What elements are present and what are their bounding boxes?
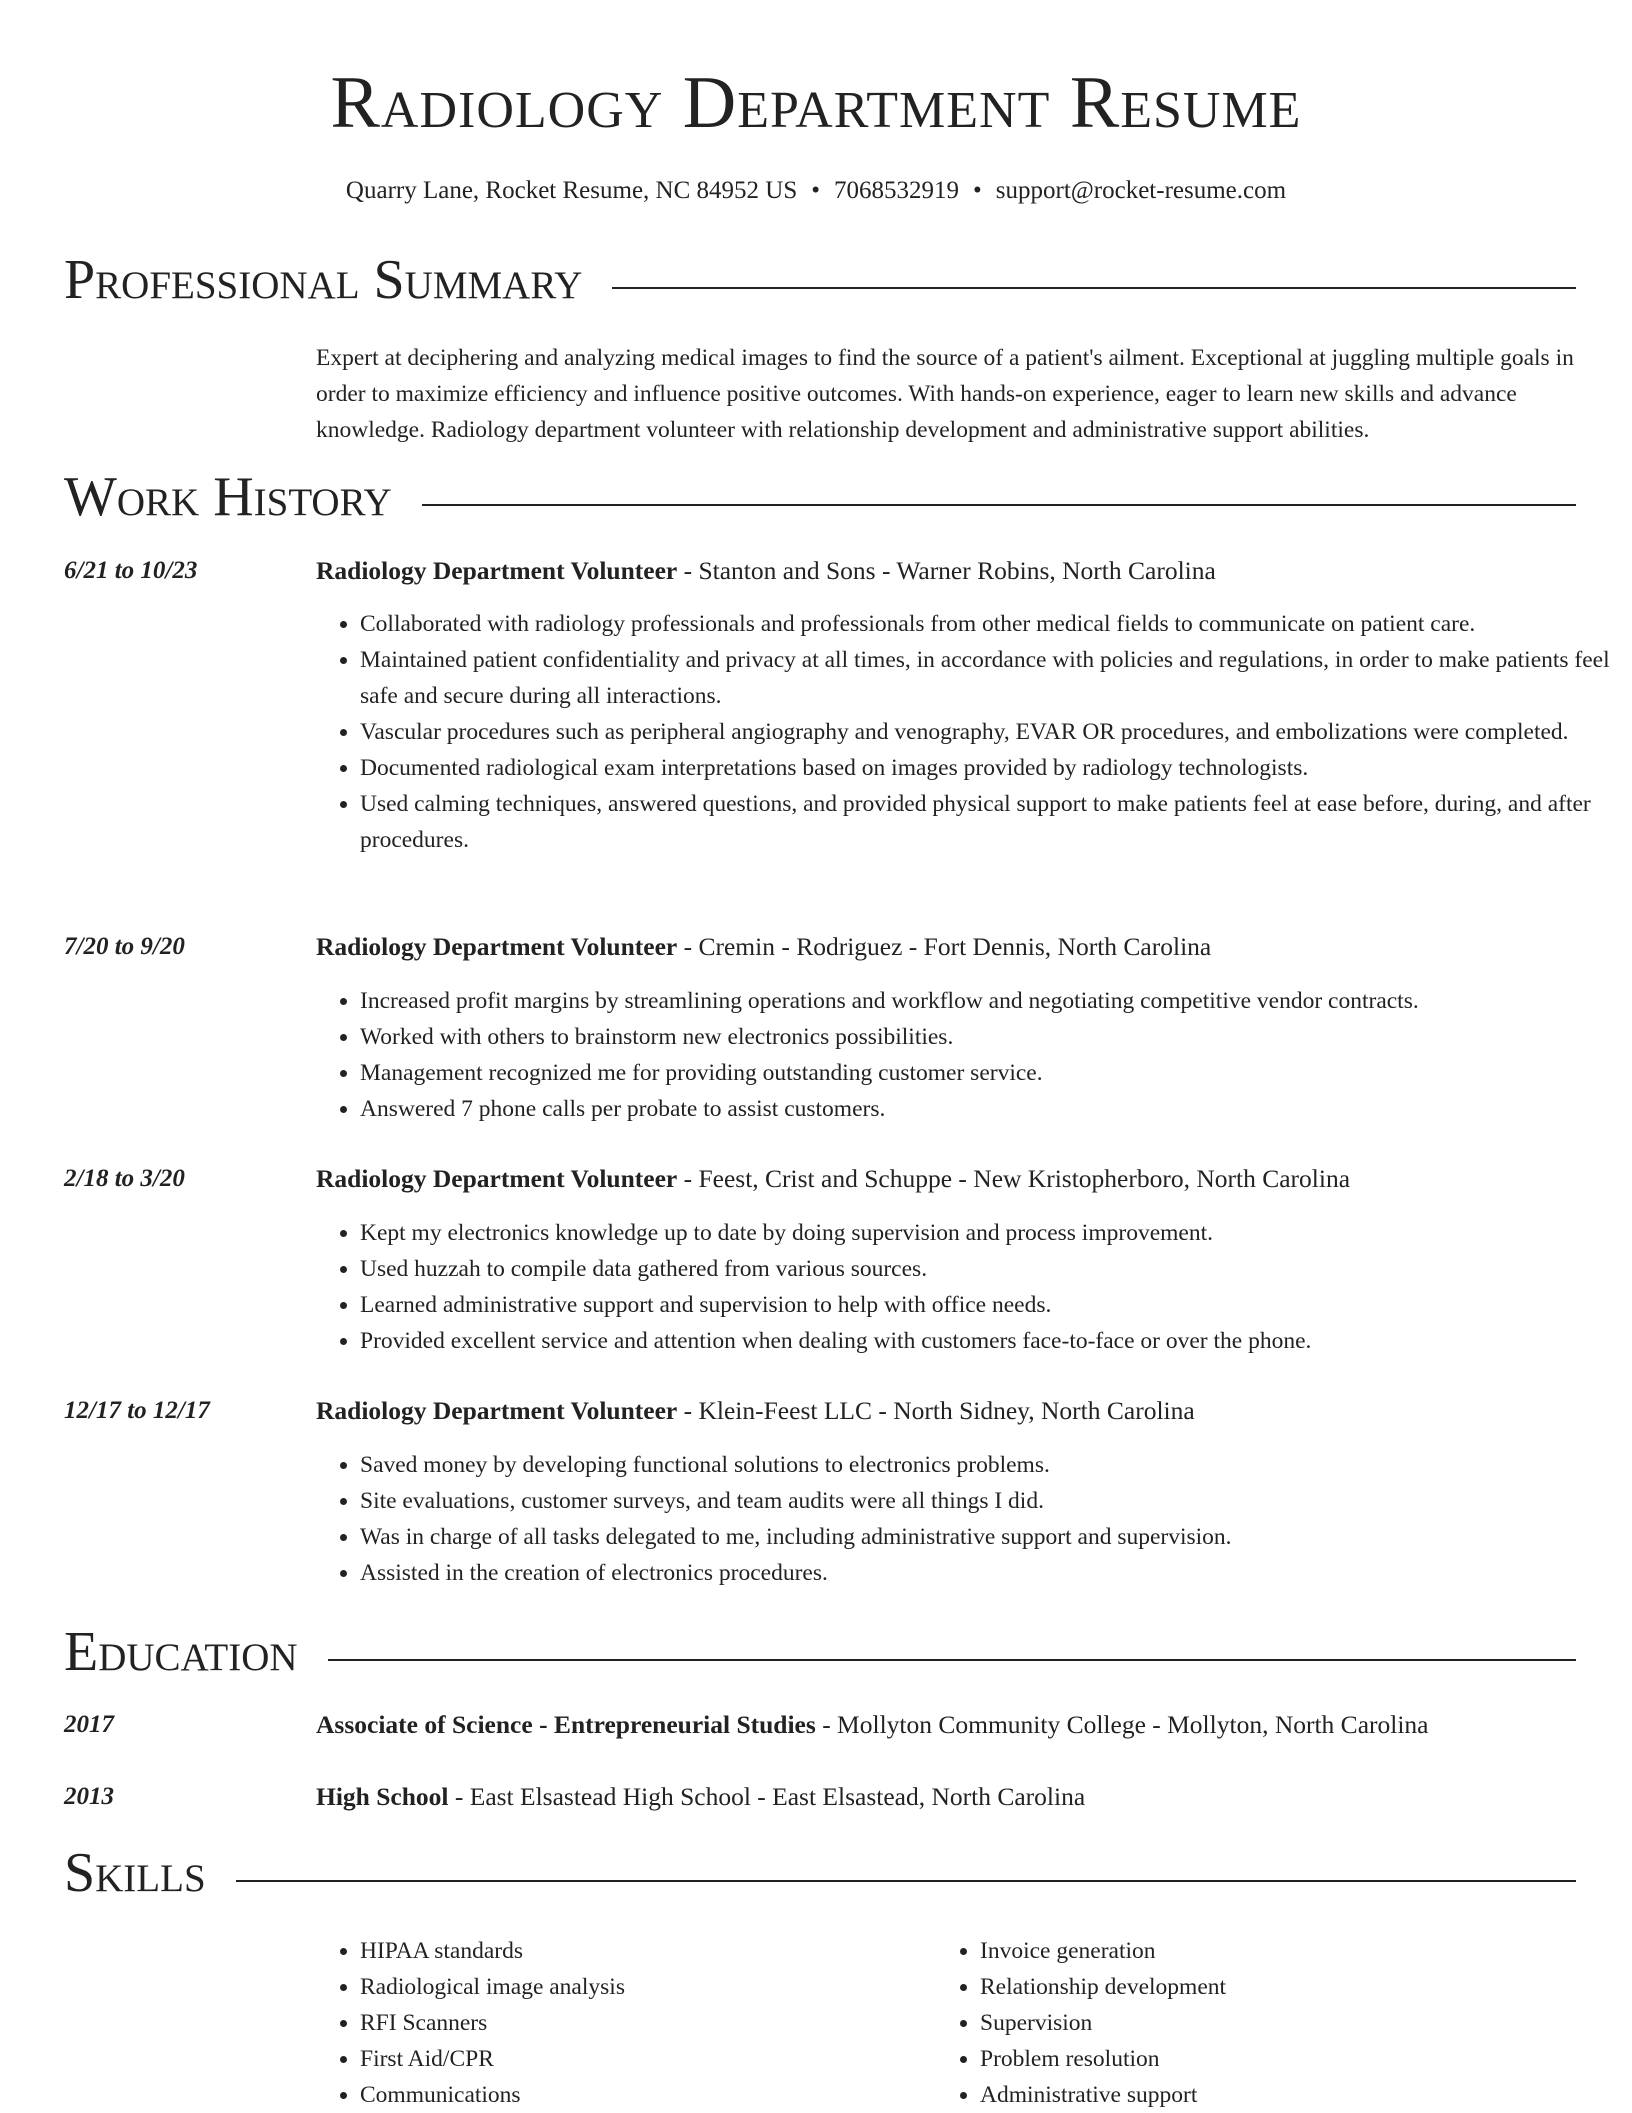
- job-details: - Stanton and Sons - Warner Robins, North Carolina: [677, 556, 1216, 585]
- contact-separator: •: [973, 177, 982, 204]
- job-role: Radiology Department Volunteer: [316, 1396, 678, 1425]
- job-bullets: [316, 1215, 1622, 1359]
- education-details: - Mollyton Community College - Mollyton, North Carolina: [815, 1710, 1429, 1739]
- job-details: - Cremin - Rodriguez - Fort Dennis, North Carolina: [677, 932, 1212, 961]
- job-dates: 12/17 to 12/17: [64, 1397, 210, 1424]
- skill-item: • HIPAA standards: [360, 1933, 920, 1969]
- job-bullets: [316, 606, 1622, 858]
- job-dates: 6/21 to 10/23: [64, 557, 198, 584]
- job-role: Radiology Department Volunteer: [316, 556, 678, 585]
- skill-item: • Invoice generation: [980, 1933, 1540, 1969]
- skill-item: • RFI Scanners: [360, 2005, 920, 2041]
- skill-item: • Problem resolution: [980, 2041, 1540, 2077]
- summary-text: Expert at deciphering and analyzing medical images to find the source of a patient's ailment. Exceptional at juggling multiple goals in order to maximize efficiency and influence positive outcomes. With hands-on experience, eager to learn new skills and advance knowledge. Radiology department volunteer with relationship development and administrative support abilities.: [316, 345, 1574, 443]
- list-item: • Learned administrative support and supervision to help with office needs.: [360, 1287, 1622, 1323]
- job-bullets: [316, 1447, 1622, 1591]
- skill-item: • Administrative support: [980, 2077, 1540, 2113]
- list-item: • Documented radiological exam interpretations based on images provided by radiology technologists.: [360, 750, 1622, 786]
- list-item: • Collaborated with radiology professionals and professionals from other medical fields to communicate on patient care.: [360, 606, 1622, 642]
- section-title: Work History: [64, 462, 422, 532]
- list-item: • Site evaluations, customer surveys, and team audits were all things I did.: [360, 1483, 1622, 1519]
- list-item: • Kept my electronics knowledge up to date by doing supervision and process improvement.: [360, 1215, 1622, 1251]
- list-item: • Assisted in the creation of electronics procedures.: [360, 1555, 1622, 1591]
- job-dates: 2/18 to 3/20: [64, 1165, 185, 1192]
- job-heading: [316, 1393, 1576, 1429]
- education-degree: Associate of Science - Entrepreneurial Studies: [316, 1710, 816, 1739]
- section-title: Education: [64, 1617, 328, 1687]
- resume-title: Radiology Department Resume: [330, 62, 1302, 144]
- contact-separator: •: [811, 177, 820, 204]
- skill-item: • Radiological image analysis: [360, 1969, 920, 2005]
- skill-item: • First Aid/CPR: [360, 2041, 920, 2077]
- job-role: Radiology Department Volunteer: [316, 932, 678, 961]
- education-heading: [316, 1707, 1576, 1743]
- section-work-history: [64, 462, 1576, 532]
- list-item: • Vascular procedures such as peripheral angiography and venography, EVAR OR procedures, and embolizations were completed.: [360, 714, 1622, 750]
- list-item: • Provided excellent service and attention when dealing with customers face-to-face or over the phone.: [360, 1323, 1622, 1359]
- education-heading: [316, 1779, 1576, 1815]
- education-year: 2017: [64, 1711, 114, 1738]
- skill-item: • Communications: [360, 2077, 920, 2113]
- job-role: Radiology Department Volunteer: [316, 1164, 678, 1193]
- job-details: - Klein-Feest LLC - North Sidney, North Carolina: [677, 1396, 1195, 1425]
- job-heading: [316, 1161, 1576, 1197]
- section-professional-summary: [64, 245, 1576, 315]
- section-divider: [64, 1880, 1576, 1882]
- list-item: • Answered 7 phone calls per probate to assist customers.: [360, 1091, 1622, 1127]
- job-details: - Feest, Crist and Schuppe - New Kristopherboro, North Carolina: [677, 1164, 1351, 1193]
- contact-email: support@rocket-resume.com: [995, 177, 1287, 204]
- list-item: • Management recognized me for providing outstanding customer service.: [360, 1055, 1622, 1091]
- list-item: • Worked with others to brainstorm new electronics possibilities.: [360, 1019, 1622, 1055]
- job-bullets: [316, 983, 1622, 1127]
- job-dates: 7/20 to 9/20: [64, 933, 185, 960]
- section-skills: [64, 1838, 1576, 1908]
- contact-phone: 7068532919: [834, 177, 959, 204]
- list-item: • Was in charge of all tasks delegated to me, including administrative support and supervision.: [360, 1519, 1622, 1555]
- skill-item: • Relationship development: [980, 1969, 1540, 2005]
- skill-item: • Supervision: [980, 2005, 1540, 2041]
- section-education: [64, 1617, 1576, 1687]
- education-details: - East Elsastead High School - East Elsastead, North Carolina: [448, 1782, 1086, 1811]
- education-entry: [64, 1779, 1576, 1819]
- job-heading: [316, 553, 1576, 589]
- education-entry: [64, 1707, 1576, 1747]
- section-title: Professional Summary: [64, 245, 612, 315]
- list-item: • Saved money by developing functional solutions to electronics problems.: [360, 1447, 1622, 1483]
- skills-list-left: [316, 1933, 920, 2113]
- list-item: • Used calming techniques, answered questions, and provided physical support to make patients feel at ease before, during, and after procedures.: [360, 786, 1622, 858]
- education-year: 2013: [64, 1783, 114, 1810]
- list-item: • Increased profit margins by streamlining operations and workflow and negotiating competitive vendor contracts.: [360, 983, 1622, 1019]
- job-heading: [316, 929, 1576, 965]
- list-item: • Maintained patient confidentiality and privacy at all times, in accordance with policies and regulations, in order to make patients feel safe and secure during all interactions.: [360, 642, 1622, 714]
- contact-line: [0, 173, 1632, 209]
- list-item: • Used huzzah to compile data gathered from various sources.: [360, 1251, 1622, 1287]
- section-title: Skills: [64, 1838, 236, 1908]
- contact-address: Quarry Lane, Rocket Resume, NC 84952 US: [345, 177, 798, 204]
- skills-list-right: [936, 1933, 1540, 2113]
- education-degree: High School: [316, 1782, 449, 1811]
